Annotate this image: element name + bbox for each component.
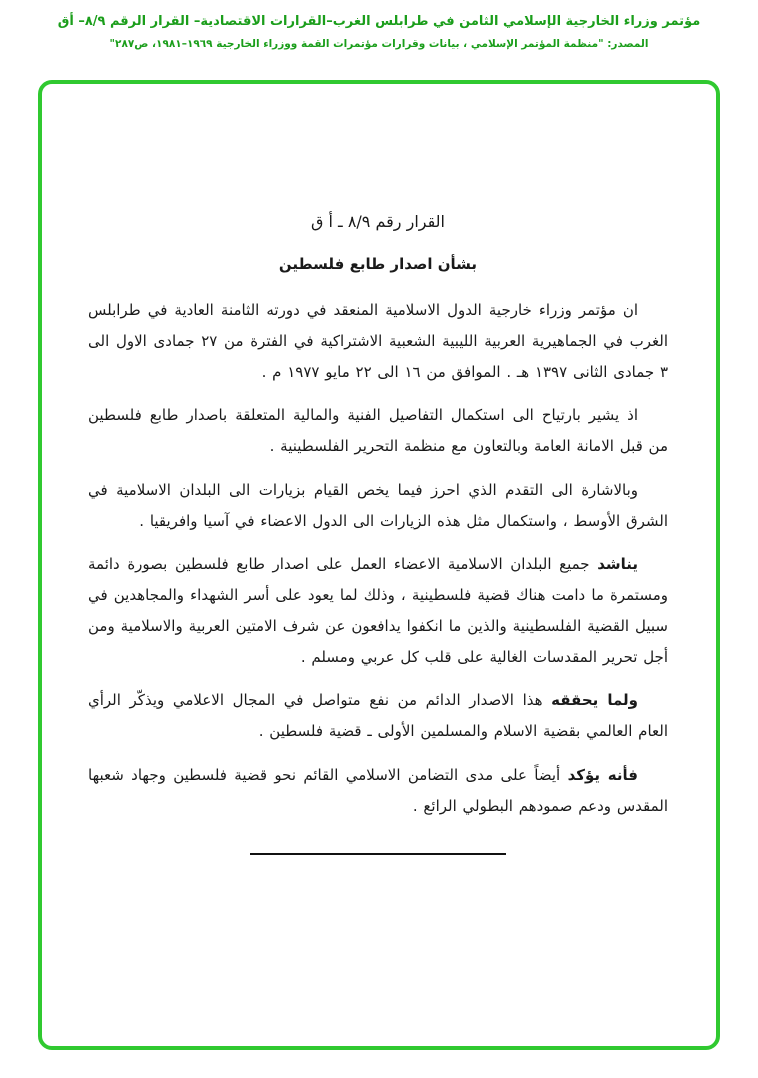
resolution-title: القرار رقم ٨/٩ ـ أ ق: [311, 212, 445, 231]
header-source: المصدر: "منظمة المؤتمر الإسلامي ، بيانات وقرارات مؤتمرات القمة ووزراء الخارجية ١٩٦٩–١٩٨١، ص٢٨٧": [109, 38, 649, 50]
header-title: مؤتمر وزراء الخارجية الإسلامي الثامن في طرابلس الغرب–القرارات الاقتصادية– القرار الرقم ٨/٩– أق: [57, 14, 701, 29]
paragraph-text: هذا الاصدار الدائم من نفع متواصل في المجال الاعلامي ويذكّر الرأي العام العالمي بقضية الاسلام والمسلمين الأولى ـ قضية فلسطين .: [88, 691, 668, 740]
paragraph-text: ان مؤتمر وزراء خارجية الدول الاسلامية المنعقد في دورته الثامنة العادية في طرابلس الغرب في الجماهيرية العربية الليبية الشعبية الاشتراكية في الفترة من ٢٧ جمادى الاول الى ٣ جمادى الثانى ١٣٩٧ هـ . الموافق من ١٦ الى ٢٢ مايو ١٩٧٧ م .: [88, 301, 669, 381]
paragraph-lead: فأنه يؤكد: [567, 765, 638, 784]
end-divider: [250, 853, 506, 855]
paragraph: [88, 549, 668, 672]
paragraph: [88, 475, 668, 537]
paragraph: [88, 760, 668, 822]
resolution-subtitle: بشأن اصدار طابع فلسطين: [278, 255, 478, 273]
paragraph: [88, 295, 668, 387]
paragraph-lead: ولما يحققه: [551, 691, 638, 710]
paragraph: [88, 400, 668, 462]
document-frame: [38, 80, 720, 1050]
document-header: [0, 14, 758, 50]
paragraph-text: اذ يشير بارتياح الى استكمال التفاصيل الفنية والمالية المتعلقة باصدار طابع فلسطين من قبل الامانة العامة وبالتعاون مع منظمة التحرير الفلسطينية .: [88, 406, 668, 455]
paragraph: [88, 685, 668, 747]
paragraph-text: جميع البلدان الاسلامية الاعضاء العمل على اصدار طابع فلسطين بصورة دائمة ومستمرة ما دامت هناك قضية فلسطينية ، وذلك لما يعود على أسر الشهداء والمجاهدين في سبيل القضية الفلسطينية والذين ما انكفوا يدافعون عن شرف الامتين العربية والاسلامية ومن أجل تحرير المقدسات الغالية على قلب كل عربي ومسلم .: [88, 555, 668, 666]
document-body: [42, 84, 716, 855]
paragraph-lead: يناشد: [597, 555, 638, 574]
paragraph-text: وبالاشارة الى التقدم الذي احرز فيما يخص القيام بزيارات الى البلدان الاسلامية في الشرق الأوسط ، واستكمال مثل هذه الزيارات الى الدول الاعضاء في آسيا وافريقيا .: [88, 480, 668, 530]
paragraph-text: أيضاً على مدى التضامن الاسلامي القائم نحو قضية فلسطين وجهاد شعبها المقدس ودعم صمودهم البطولي الرائع .: [88, 765, 668, 815]
